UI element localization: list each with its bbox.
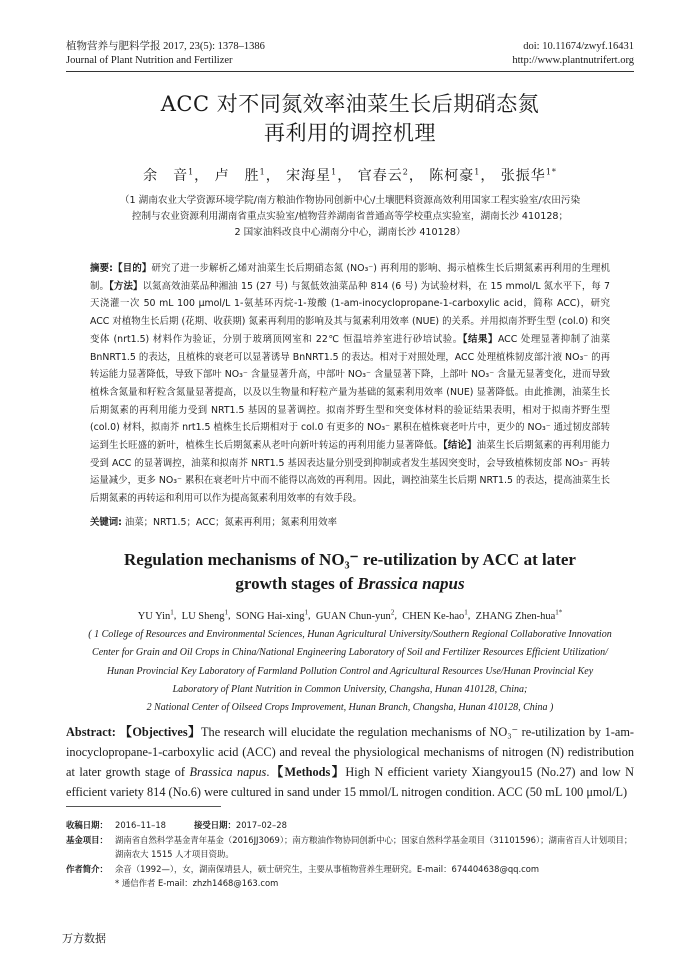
author: CHEN Ke-hao$^1$ bbox=[402, 608, 468, 622]
journal-en: Journal of Plant Nutrition and Fertilizer bbox=[66, 55, 233, 66]
author: SONG Hai-xing$^1$ bbox=[235, 608, 308, 622]
author: 张振华$^{1*}$ bbox=[500, 167, 557, 184]
english-abstract: Abstract: 【Objectives】The research will elucidate the regulation mechanisms of NO₃⁻ re-utilization by 1-am-inocyclopropane-1-carboxylic acid (ACC) and reveal the physiological mechanisms of nitrogen (N) redistribution at later growth stage of Brassica napus.【Methods】High N efficient variety Xiangyou15 (No.27) and low N efficient variety 814 (No.6) were cultured in sand under 15 mmol/L nitrogen condition. ACC (50 mL 100 μmol/L) bbox=[66, 725, 635, 799]
footnote-funding: 基金项目： 湖南省自然科学基金青年基金（2016JJ3069）；南方粮油作物协同创新中心；国家自然科学基金项目（31101596）；湖南省百人计划项目；湖南农大 1515 人才项目资助。 bbox=[66, 834, 633, 859]
footnote-dates: 收稿日期： 2016–11–18 接受日期：2017–02–28 bbox=[66, 820, 287, 830]
author: 卢 胜$^1$ bbox=[214, 167, 266, 184]
author: 宋海星$^1$ bbox=[286, 167, 338, 184]
english-affiliations: ( 1 College of Resources and Environmental Sciences, Hunan Agricultural University/Southern Regional Collaborative Innovation Center for Grain and Oil Crops in China/National Engineering Laboratory of Soil and Fertilizer Resources Efficient Utilization/ Hunan Provincial Key Laboratory of Farmland Pollution Control and Agricultural Resources Use/Hunan Provincial Key Laboratory of Plant Nutrition in Common University, Changsha, Hunan 410128, China; 2 National Center of Oilseed Crops Improvement, Hunan Branch, Changsha, Hunan 410128, China ) bbox=[88, 629, 612, 714]
footnote-author-bio: 作者简介： 余音（1992—），女，湖南保靖县人，硕士研究生，主要从事植物营养生理研究。E-mail：674404638@qq.com bbox=[66, 863, 540, 874]
header-rule bbox=[66, 71, 634, 72]
english-title: Regulation mechanisms of NO₃⁻ re-utilization by ACC at later growth stages of Brassica napus bbox=[124, 550, 576, 593]
author: LU Sheng$^1$ bbox=[181, 608, 229, 622]
doi[interactable]: doi: 10.11674/zwyf.16431 bbox=[523, 41, 634, 52]
english-authors: YU Yin$^1$, LU Sheng$^1$, SONG Hai-xing$^1$, GUAN Chun-yun$^2$, CHEN Ke-hao$^1$, ZHANG Zhen-hua$^{1*}$ bbox=[137, 608, 563, 622]
footnote-rule bbox=[66, 806, 221, 807]
author: ZHANG Zhen-hua$^{1*}$ bbox=[475, 608, 563, 622]
author: 官春云$^2$ bbox=[357, 167, 409, 184]
chinese-keywords: 关键词: 油菜；NRT1.5；ACC；氮素再利用；氮素利用效率 bbox=[90, 517, 338, 528]
chinese-title-line1: ACC 对不同氮效率油菜生长后期硝态氮 bbox=[160, 92, 540, 116]
journal-url[interactable]: http://www.plantnutrifert.org bbox=[512, 55, 634, 66]
chinese-title bbox=[66, 90, 634, 148]
wanfang-watermark: 万方数据 bbox=[62, 932, 106, 945]
author: 陈柯豪$^1$ bbox=[429, 167, 481, 184]
chinese-title-line2: 再利用的调控机理 bbox=[264, 121, 436, 145]
author: 余 音$^1$ bbox=[143, 167, 195, 184]
footnotes bbox=[66, 818, 634, 891]
chinese-affiliations: （1 湖南农业大学资源环境学院/南方粮油作物协同创新中心/土壤肥料资源高效利用国家工程实验室/农田污染 控制与农业资源利用湖南省重点实验室/植物营养湖南省普通高等学校重点实验室，湖南长沙 410128； 2 国家油料改良中心湖南分中心，湖南长沙 410128） bbox=[119, 195, 581, 238]
chinese-authors: 余 音$^1$， 卢 胜$^1$， 宋海星$^1$， 官春云$^2$， 陈柯豪$^1$， 张振华$^{1*}$ bbox=[143, 167, 557, 184]
author: GUAN Chun-yun$^2$ bbox=[315, 608, 395, 622]
running-header bbox=[66, 40, 634, 68]
footnote-corresponding: * 通信作者 E-mail：zhzh1468@163.com bbox=[115, 878, 279, 888]
author: YU Yin$^1$ bbox=[137, 608, 174, 622]
chinese-abstract: 摘要:【目的】研究了进一步解析乙烯对油菜生长后期硝态氮 (NO₃⁻) 再利用的影响、揭示植株生长后期氮素再利用的生理机制。【方法】以氮高效油菜品种湘油 15 (27 号) 与氮低效油菜品种 814 (6 号) 为试验材料，在 15 mmol/L 氮水平下，每 7 天浇灌一次 50 mL 100 μmol/L 1-氨基环丙烷-1-羧酸 (1-am-inocyclopropane-1-carboxylic acid，简称 ACC)，研究 ACC 对植物生长后期 (花期、收获期) 氮素再利用的影响及其与氮素利用效率 (NUE) 的关系。并用拟南芥野生型 (col.0) 和突变体 (nrt1.5) 材料作为验证，分别于玻璃顶网室和 22℃ 恒温培养室进行砂培试验。【结果】ACC 处理显著抑制了油菜 BnNRT1.5 的表达，且植株的衰老可以显著诱导 BnNRT1.5 的表达。相对于对照处理，ACC 处理植株韧皮部汁液 NO₃⁻ 的再转运能力显著降低，导致下部叶 NO₃⁻ 含量显著升高，中部叶 NO₃⁻ 含量显著下降，上部叶 NO₃⁻ 含量无显著变化，进而导致植株含氮量和籽粒含氮量显著提高，以及以生物量和籽粒产量为基础的氮素利用效率 (NUE) 显著降低。由此推测，油菜生长后期氮素的再利用能力受到 NRT1.5 基因的显著调控。拟南芥野生型和突变体材料的验证结果表明，相对于拟南芥野生型 (col.0) 材料，拟南芥 nrt1.5 植株生长后期相对于 col.0 有更多的 NO₃⁻ 累积在植株衰老叶片中，更少的 NO₃⁻ 通过韧皮部转运到生长旺盛的新叶，植株生长后期氮素从老叶向新叶转运的再利用能力显著降低。【结论】油菜生长后期氮素的再利用能力受到 ACC 的显著调控，油菜和拟南芥 NRT1.5 基因表达量分别受到抑制或者发生基因突变时，会导致植株韧皮部 NO₃⁻ 再转运量减少，更多 NO₃⁻ 累积在衰老叶片中而不能得以高效的再利用。因此，调控油菜生长后期 NRT1.5 的表达，提高油菜生长后期氮素的再转运和利用可以作为提高氮素利用效率的有效手段。 bbox=[90, 263, 610, 505]
journal-cn: 植物营养与肥料学报 2017, 23(5): 1378–1386 bbox=[66, 41, 265, 52]
